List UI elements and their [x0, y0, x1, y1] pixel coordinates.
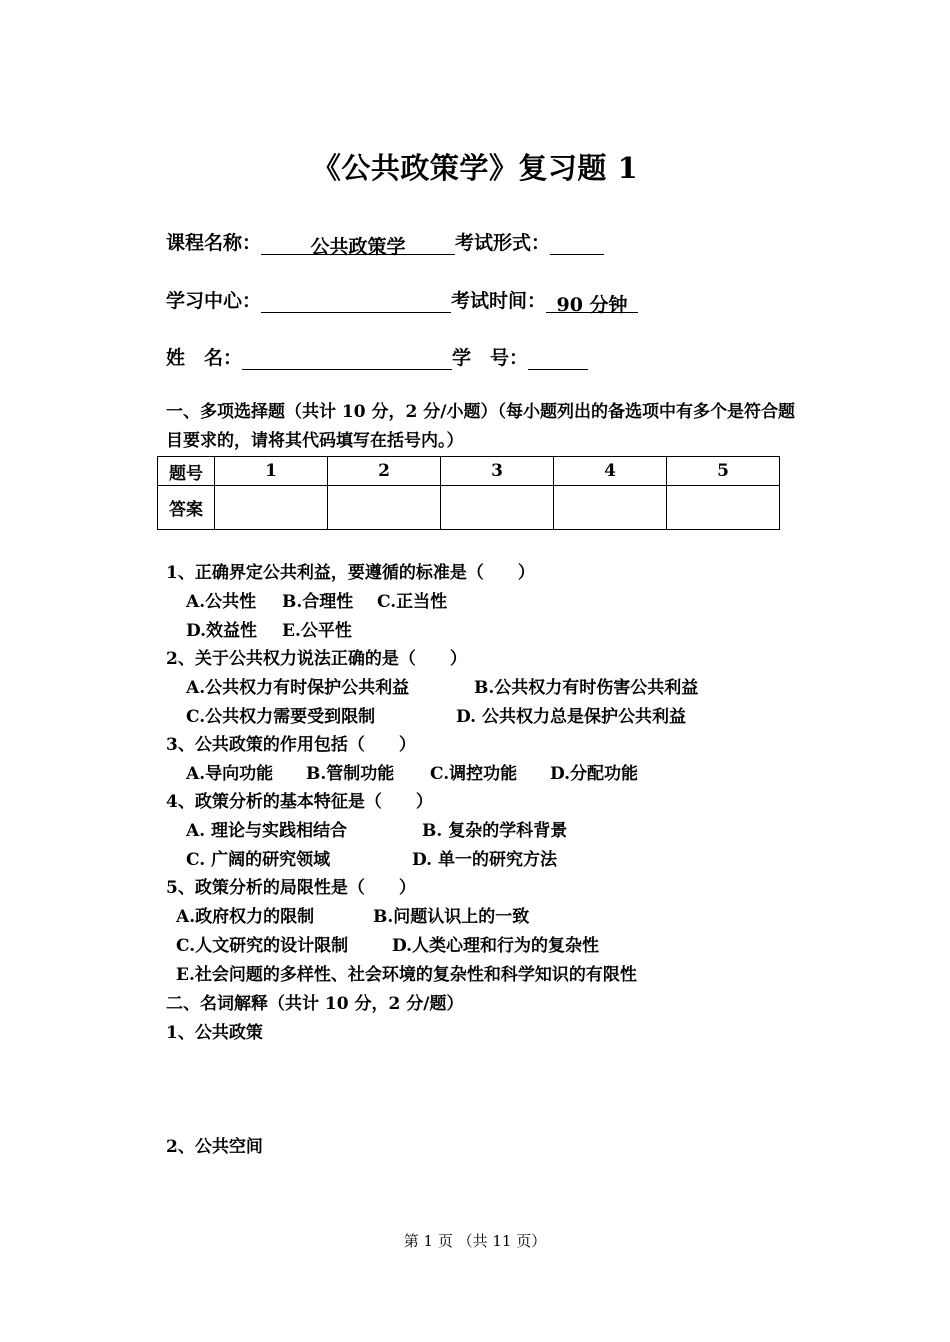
question-4-option-a: A. 理论与实践相结合: [186, 821, 348, 841]
section2-heading: 二、名词解释（共计 10 分，2 分/题）: [166, 994, 464, 1014]
question-3-option-d: D.分配功能: [550, 764, 639, 784]
question-1-option-d: D.效益性: [186, 621, 258, 641]
term-item-1: 1、公共政策: [166, 1023, 263, 1043]
table-number-cell: 2: [328, 457, 441, 486]
exam-time-label: 考试时间：: [451, 290, 547, 312]
name-value[interactable]: [242, 347, 452, 370]
answer-table: [157, 456, 780, 530]
name-label: 姓 名：: [166, 347, 243, 369]
question-5-option-c: C.人文研究的设计限制: [176, 936, 349, 956]
question-2-stem: 2、关于公共权力说法正确的是（ ）: [166, 649, 467, 669]
table-number-cell: 1: [215, 457, 328, 486]
course-label: 课程名称：: [166, 232, 262, 254]
question-1-option-e: E.公平性: [282, 621, 352, 641]
document-title: 《公共政策学》复习题 1: [311, 151, 639, 185]
table-row-numbers: [158, 457, 780, 486]
name-line: [166, 343, 588, 370]
answer-cell[interactable]: [328, 486, 441, 530]
question-2-option-d: D. 公共权力总是保护公共利益: [456, 707, 686, 727]
center-value[interactable]: [261, 290, 451, 313]
course-value[interactable]: 公共政策学: [261, 232, 455, 255]
question-5-option-e: E.社会问题的多样性、社会环境的复杂性和科学知识的有限性: [176, 965, 637, 985]
center-line: [166, 286, 638, 316]
question-2-option-b: B.公共权力有时伤害公共利益: [474, 678, 699, 698]
table-number-cell: 4: [554, 457, 667, 486]
question-5-option-a: A.政府权力的限制: [176, 907, 315, 927]
question-1-stem: 1、正确界定公共利益，要遵循的标准是（ ）: [166, 563, 535, 583]
table-header-answer: 答案: [158, 486, 215, 530]
course-line: [166, 228, 604, 258]
center-label: 学习中心：: [166, 290, 262, 312]
table-row-answers: [158, 486, 780, 530]
exam-time-value[interactable]: 90 分钟: [546, 290, 638, 313]
question-1-option-b: B.合理性: [282, 592, 354, 612]
question-4-stem: 4、政策分析的基本特征是（ ）: [166, 792, 433, 812]
page-footer: 第 1 页 （共 11 页）: [403, 1232, 547, 1250]
question-3-option-c: C.调控功能: [430, 764, 518, 784]
id-value[interactable]: [528, 347, 588, 370]
section1-heading: 一、多项选择题（共计 10 分，2 分/小题）（每小题列出的备选项中有多个是符合题目要求的，请将其代码填写在括号内。）: [166, 402, 795, 451]
id-label: 学 号：: [452, 347, 529, 369]
table-header-number: 题号: [158, 457, 215, 486]
question-1-option-a: A.公共性: [186, 592, 257, 612]
question-3-option-b: B.管制功能: [306, 764, 395, 784]
question-4-option-d: D. 单一的研究方法: [412, 850, 557, 870]
answer-cell[interactable]: [441, 486, 554, 530]
table-number-cell: 3: [441, 457, 554, 486]
answer-cell[interactable]: [667, 486, 780, 530]
question-3-stem: 3、公共政策的作用包括（ ）: [166, 735, 416, 755]
question-5-option-d: D.人类心理和行为的复杂性: [392, 936, 600, 956]
question-2-option-a: A.公共权力有时保护公共利益: [186, 678, 410, 698]
question-4-option-c: C. 广阔的研究领域: [186, 850, 331, 870]
question-5-option-b: B.问题认识上的一致: [373, 907, 530, 927]
term-item-2: 2、公共空间: [166, 1137, 263, 1157]
table-number-cell: 5: [667, 457, 780, 486]
exam-form-value[interactable]: [550, 232, 604, 255]
answer-cell[interactable]: [554, 486, 667, 530]
answer-cell[interactable]: [215, 486, 328, 530]
exam-form-label: 考试形式：: [455, 232, 551, 254]
question-1-option-c: C.正当性: [377, 592, 448, 612]
question-4-option-b: B. 复杂的学科背景: [422, 821, 568, 841]
question-3-option-a: A.导向功能: [186, 764, 274, 784]
question-2-option-c: C.公共权力需要受到限制: [186, 707, 376, 727]
question-5-stem: 5、政策分析的局限性是（ ）: [166, 878, 416, 898]
